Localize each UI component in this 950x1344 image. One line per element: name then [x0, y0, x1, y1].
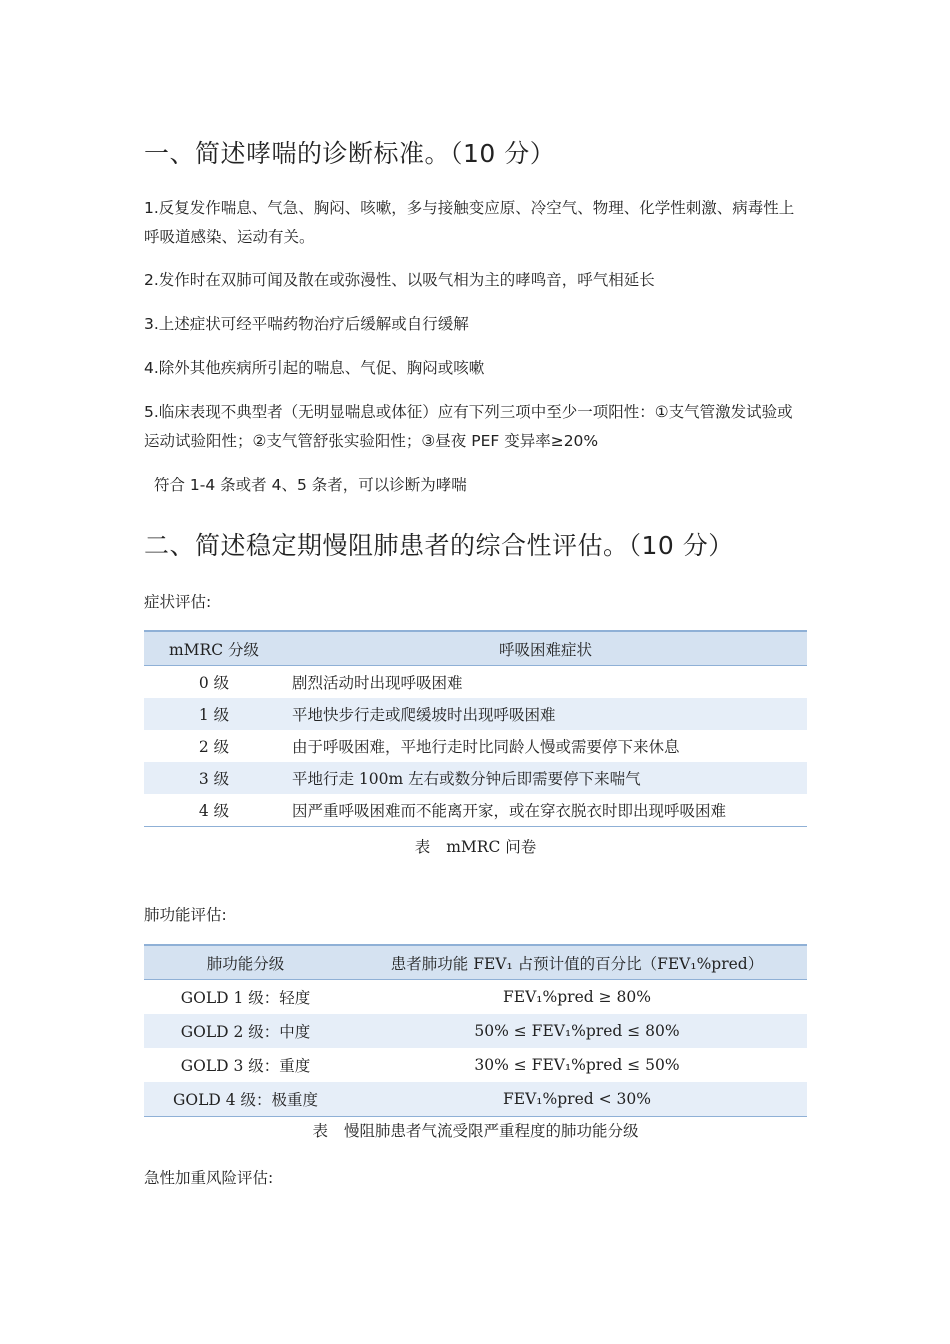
table-cell: 平地快步行走或爬缓坡时出现呼吸困难 [292, 706, 556, 724]
mmrc-table [144, 630, 807, 827]
table-row [144, 762, 807, 794]
table-header-row [144, 631, 807, 666]
table-row [144, 666, 807, 699]
lung-function-label: 肺功能评估: [144, 906, 227, 924]
section2-title: 二、简述稳定期慢阻肺患者的综合性评估。（10 分） [144, 531, 734, 560]
table-cell: GOLD 3 级：重度 [180, 1057, 311, 1075]
table-cell: 剧烈活动时出现呼吸困难 [292, 674, 463, 692]
exacerbation-risk-label: 急性加重风险评估: [144, 1169, 274, 1187]
column-header: mMRC 分级 [144, 631, 284, 666]
column-header: 肺功能分级 [144, 945, 347, 980]
table-cell: 2 级 [198, 738, 230, 756]
table-cell: FEV₁%pred ≥ 80% [503, 988, 651, 1006]
symptom-assessment-label: 症状评估: [144, 593, 212, 611]
table-cell: GOLD 2 级：中度 [180, 1023, 311, 1041]
table-cell: 0 级 [198, 674, 230, 692]
table-row [144, 1048, 807, 1082]
table-cell: GOLD 4 级：极重度 [144, 1082, 347, 1117]
column-header: 患者肺功能 FEV₁ 占预计值的百分比（FEV₁%pred） [347, 945, 807, 980]
diagnosis-item-2: 2.发作时在双肺可闻及散在或弥漫性、以吸气相为主的哮鸣音，呼气相延长 [144, 271, 655, 289]
mmrc-table-caption [144, 835, 807, 857]
gold-table-caption [144, 1119, 807, 1141]
table-header-row [144, 945, 807, 980]
diagnosis-item-5: 5.临床表现不典型者（无明显喘息或体征）应有下列三项中至少一项阳性：①支气管激发试验或运动试验阳性；②支气管舒张实验阳性；③昼夜 PEF 变异率≥20% [144, 403, 793, 450]
diagnosis-item-1: 1.反复发作喘息、气急、胸闷、咳嗽，多与接触变应原、冷空气、物理、化学性刺激、病毒性上呼吸道感染、运动有关。 [144, 199, 795, 246]
table-cell: 平地行走 100m 左右或数分钟后即需要停下来喘气 [292, 770, 641, 788]
table-cell: 由于呼吸困难，平地行走时比同龄人慢或需要停下来休息 [292, 738, 680, 756]
section1-title: 一、简述哮喘的诊断标准。（10 分） [144, 139, 556, 168]
diagnosis-item-4: 4.除外其他疾病所引起的喘息、气促、胸闷或咳嗽 [144, 359, 485, 377]
table-cell: 4 级 [144, 794, 284, 827]
table-cell: FEV₁%pred < 30% [347, 1082, 807, 1117]
caption-prefix: 表 [414, 838, 431, 856]
table-cell: GOLD 1 级：轻度 [180, 989, 311, 1007]
table-cell: 1 级 [198, 706, 230, 724]
caption-text: mMRC 问卷 [446, 838, 537, 856]
table-cell: 3 级 [198, 770, 230, 788]
table-row [144, 698, 807, 730]
table-cell: 因严重呼吸困难而不能离开家，或在穿衣脱衣时即出现呼吸困难 [284, 794, 807, 827]
table-cell: 30% ≤ FEV₁%pred ≤ 50% [474, 1056, 680, 1074]
column-header: 呼吸困难症状 [284, 631, 807, 666]
diagnosis-conclusion: 符合 1-4 条或者 4、5 条者，可以诊断为哮喘 [154, 476, 467, 494]
diagnosis-item-3: 3.上述症状可经平喘药物治疗后缓解或自行缓解 [144, 315, 469, 333]
caption-prefix: 表 [312, 1122, 328, 1140]
table-row [144, 1082, 807, 1117]
table-row [144, 794, 807, 827]
caption-text: 慢阻肺患者气流受限严重程度的肺功能分级 [344, 1122, 639, 1140]
table-row [144, 980, 807, 1015]
gold-table [144, 944, 807, 1117]
table-row [144, 1014, 807, 1048]
table-row [144, 730, 807, 762]
table-cell: 50% ≤ FEV₁%pred ≤ 80% [474, 1022, 680, 1040]
